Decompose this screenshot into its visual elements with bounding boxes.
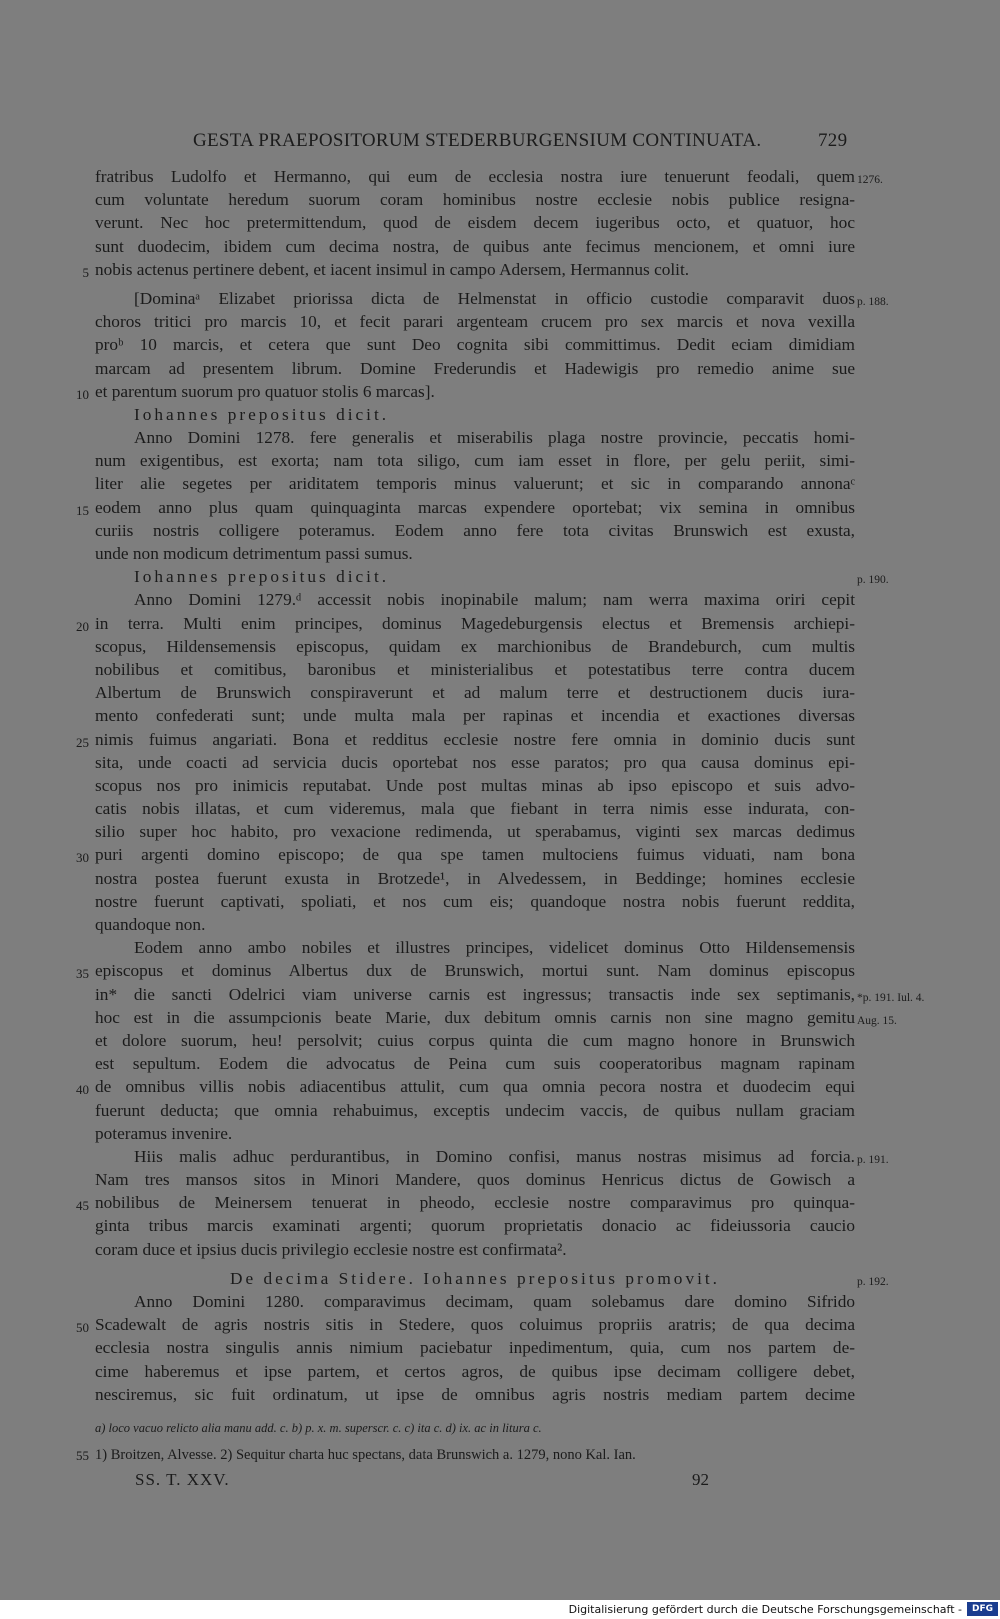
margin-note: p. 192. <box>857 1275 889 1288</box>
text-line <box>95 588 855 611</box>
line-text: catis nobis illatas, et cum videremus, mala que fiebant in terra nimis esse indurata, con- <box>95 799 855 819</box>
line-text: fratribus Ludolfo et Hermanno, qui eum de ecclesia nostra iure tenuerunt feodali, quem <box>95 167 855 186</box>
text-line <box>95 820 855 843</box>
text-line <box>76 612 855 635</box>
line-text: nobilibus et comitibus, baronibus et ministerialibus et potestatibus terre contra ducem <box>95 659 855 679</box>
line-text: Anno Domini 1279.ᵈ accessit nobis inopinabile malum; nam werra maxima oriri cepit <box>134 590 855 610</box>
text-line <box>95 774 855 797</box>
line-text: cime haberemus et ipse partem, et certos agros, de quibus ipse decimam colligere debet, <box>95 1361 855 1381</box>
line-text: Anno Domini 1278. fere generalis et miserabilis plaga nostre provincie, peccatis homi- <box>134 428 855 448</box>
line-text: unde non modicum detrimentum passi sumus. <box>95 544 413 563</box>
line-text: nostre fuerunt captivati, spoliati, et nos cum eis; quandoque nostra nobis fuerunt reddita, <box>95 891 855 911</box>
line-text: et parentum suorum pro quatuor stolis 6 marcas]. <box>95 381 435 401</box>
text-line <box>76 1075 855 1098</box>
running-header <box>0 130 1000 156</box>
line-text: num exigentibus, est exorta; nam tota siligo, cum iam esset in flore, per gelu periit, simi- <box>95 451 855 471</box>
sheet-number: 92 <box>692 1470 709 1489</box>
line-text: proᵇ 10 marcis, et cetera que sunt Deo cognita sibi committimus. Dedit eciam dimidiam <box>95 335 855 355</box>
line-text: coram duce et ipsius ducis privilegio ecclesie nostre est confirmata². <box>95 1239 567 1259</box>
text-line <box>95 658 855 681</box>
line-text: liter alie segetes per ariditatem temporis minus valuerunt; et sic in comparando annonaᶜ <box>95 474 855 494</box>
text-line <box>95 165 883 188</box>
text-line <box>95 310 855 333</box>
text-line <box>95 797 855 820</box>
line-text: eodem anno plus quam quinquaginta marcas expendere oportebat; vix semina in omnibus <box>95 497 855 517</box>
line-text: Albertum de Brunswich conspiraverunt et ad malum terre et destructionem ducis iura- <box>95 683 855 703</box>
line-text: sunt duodecim, ibidem cum decima nostra, de quibus ante fecimus mencionem, et omni iure <box>95 236 855 256</box>
line-text: nesciremus, sic fuit ordinatum, ut ipse de omnibus agris nostris mediam partem decime <box>95 1384 855 1404</box>
text-line <box>95 1006 897 1029</box>
line-number: 50 <box>76 1320 89 1336</box>
line-text: verunt. Nec hoc pretermittendum, quod de eisdem decem iugeribus octo, et quatuor, hoc <box>95 213 855 233</box>
text-line <box>95 704 855 727</box>
line-text: mento confederati sunt; unde multa mala per rapinas et incendia et exactiones diversas <box>95 706 855 726</box>
line-number: 10 <box>76 386 89 402</box>
content-footnotes-text: 1) Broitzen, Alvesse. 2) Sequitur charta huc spectans, data Brunswich a. 1279, nono Kal. Ian. <box>95 1447 636 1463</box>
text-line <box>95 1360 855 1383</box>
line-text: cum voluntate heredum suorum coram hominibus nostre ecclesie nobis publice resigna- <box>95 190 855 210</box>
text-line <box>95 1168 855 1191</box>
margin-note: p. 188. <box>857 295 889 308</box>
text-line <box>95 565 889 588</box>
text-line <box>95 1099 855 1122</box>
line-number: 25 <box>76 734 89 750</box>
margin-note: 1276. <box>857 174 883 186</box>
line-text: episcopus et dominus Albertus dux de Brunswich, mortui sunt. Nam dominus episcopus <box>95 961 855 981</box>
line-number: 30 <box>76 850 89 866</box>
text-line <box>76 1313 855 1336</box>
text-line <box>95 211 855 234</box>
text-line <box>95 1145 889 1168</box>
text-line <box>95 1336 855 1359</box>
text-line <box>95 1214 855 1237</box>
line-text: Hiis malis adhuc perdurantibus, in Domino confisi, manus nostras misimus ad forcia. <box>134 1146 855 1166</box>
line-text: hoc est in die assumpcionis beate Marie, dux debitum omnis carnis non sine magno gemitu <box>95 1007 855 1027</box>
text-line <box>76 843 855 866</box>
text-line <box>95 333 855 356</box>
text-line <box>95 357 855 380</box>
text-line <box>95 287 889 310</box>
section-heading: De decima Stidere. Iohannes prepositus promovit. <box>229 1268 721 1288</box>
text-line <box>95 681 855 704</box>
section-heading: Iohannes prepositus dicit. <box>134 404 390 424</box>
text-line <box>95 936 855 959</box>
text-line <box>95 890 855 913</box>
text-line <box>95 235 855 258</box>
line-text: in* die sancti Odelrici viam universe carnis est ingressus; transactis inde sex septimanis, <box>95 984 855 1004</box>
line-number: 35 <box>76 966 89 982</box>
text-line <box>76 496 855 519</box>
line-text: quandoque non. <box>95 915 206 934</box>
line-text: scopus nos pro inimicis reputabat. Unde post multas minas ab ipso episcopo et suis advo- <box>95 775 855 795</box>
line-text: in terra. Multi enim principes, dominus Magedeburgensis electus et Bremensis archiepi- <box>95 613 855 633</box>
line-text: curiis nostris colligere poteramus. Eodem anno fere tota civitas Brunswich est exusta, <box>95 520 855 540</box>
margin-note: *p. 191. Iul. 4. <box>857 991 925 1004</box>
line-text: nobis actenus pertinere debent, et iacent insimul in campo Adersem, Hermannus colit. <box>95 259 690 279</box>
body-text <box>76 165 925 1406</box>
text-line <box>95 1383 855 1406</box>
text-line <box>82 258 855 281</box>
text-line <box>95 403 855 426</box>
text-line <box>95 542 855 565</box>
dfg-credit-bar <box>0 1600 1000 1619</box>
line-text: de omnibus villis nobis adiacentibus attulit, cum qua omnia pecora nostra et duodecim equi <box>95 1077 855 1097</box>
line-text: Scadewalt de agris nostris sitis in Stedere, quos coluimus propriis aratris; de qua decima <box>95 1315 855 1335</box>
text-line <box>95 867 855 890</box>
variant-footnotes: a) loco vacuo relicto alia manu add. c. b) p. x. m. superscr. c. c) ita c. d) ix. ac in litura c. <box>95 1421 542 1435</box>
section-heading: Iohannes prepositus dicit. <box>134 567 390 587</box>
line-text: nimis fuimus angariati. Bona et redditus ecclesie nostre fere omnia in dominio ducis sunt <box>95 729 855 749</box>
line-text: puri argenti domino episcopo; de qua spe tamen multociens fuimus viduati, nam bona <box>95 845 855 865</box>
running-title: GESTA PRAEPOSITORUM STEDERBURGENSIUM CONTINUATA. <box>193 130 762 151</box>
text-line <box>76 959 855 982</box>
text-line <box>95 1267 889 1290</box>
line-text: scopus, Hildensemensis episcopus, quidam ex marchionibus de Brandeburch, cum multis <box>95 636 855 656</box>
text-line <box>76 380 855 403</box>
text-line <box>76 1191 855 1214</box>
margin-note: Aug. 15. <box>857 1014 897 1027</box>
line-text: est sepultum. Eodem die advocatus de Peina cum suis cooperatoribus magnam rapinam <box>95 1054 855 1074</box>
dfg-credit-text: Digitalisierung gefördert durch die Deutsche Forschungsgemeinschaft - <box>568 1603 962 1616</box>
text-line <box>95 635 855 658</box>
text-line <box>95 1052 855 1075</box>
line-text: poteramus invenire. <box>95 1123 233 1143</box>
line-number: 20 <box>76 618 89 634</box>
line-text: Nam tres mansos sitos in Minori Mandere, quos dominus Henricus dictus de Gowisch a <box>95 1170 855 1190</box>
text-line <box>76 728 855 751</box>
line-text: Eodem anno ambo nobiles et illustres principes, videlicet dominus Otto Hildensemensis <box>134 938 855 958</box>
line-text: fuerunt deducta; que omnia rehabuimus, exceptis undecim vaccis, de quibus nullam graciam <box>95 1100 855 1120</box>
line-text: sita, unde coacti ad servicia ducis oportebat nos esse paratos; pro qua causa dominus epi- <box>95 752 855 772</box>
line-text: ecclesia nostra singulis annis nimium paciebatur inpedimentum, quia, cum nos partem de- <box>95 1338 855 1358</box>
dfg-logo: DFG <box>967 1602 998 1616</box>
text-line <box>95 519 855 542</box>
text-line <box>95 1029 855 1052</box>
line-number: 55 <box>76 1448 89 1463</box>
line-number: 15 <box>76 502 89 518</box>
line-number: 5 <box>82 264 89 280</box>
text-line <box>95 1290 855 1313</box>
page-number: 729 <box>818 130 848 151</box>
line-text: Anno Domini 1280. comparavimus decimam, quam solebamus dare domino Sifrido <box>134 1292 855 1311</box>
text-line <box>95 188 855 211</box>
text-line <box>95 449 855 472</box>
line-number: 40 <box>76 1082 89 1098</box>
line-text: et dolore suorum, heu! persolvit; cuius corpus quinta die cum magno honore in Brunswich <box>95 1030 855 1050</box>
text-line <box>95 472 855 495</box>
line-text: marcam ad presentem librum. Domine Frederundis et Hadewigis pro remedio anime sue <box>95 358 855 378</box>
text-line <box>95 913 855 936</box>
text-line <box>95 426 855 449</box>
line-text: nostra postea fuerunt exusta in Brotzede¹, in Alvedessem, in Beddinge; homines ecclesie <box>95 868 855 888</box>
text-line <box>95 1238 855 1261</box>
line-text: ginta tribus marcis examinati argenti; quorum proprietatis donacio ac fideiussoria caucio <box>95 1216 855 1236</box>
line-text: nobilibus de Meinersem tenuerat in pheodo, ecclesie nostre comparavimus pro quinqua- <box>95 1193 855 1213</box>
content-footnotes <box>76 1447 855 1464</box>
text-line <box>95 751 855 774</box>
line-number: 45 <box>76 1198 89 1214</box>
margin-note: p. 191. <box>857 1153 889 1166</box>
line-text: choros tritici pro marcis 10, et fecit parari argenteam crucem pro sex marcis et nova vexilla <box>95 312 855 332</box>
line-text: [Dominaᵃ Elizabet priorissa dicta de Helmenstat in officio custodie comparavit duos <box>134 288 855 308</box>
text-line <box>95 1122 855 1145</box>
text-line <box>95 983 925 1006</box>
margin-note: p. 190. <box>857 574 889 587</box>
volume-signature: SS. T. XXV. <box>135 1470 230 1489</box>
line-text: silio super hoc habito, pro vexacione redimenda, ut sperabamus, viginti sex marcas dedimus <box>95 822 855 842</box>
